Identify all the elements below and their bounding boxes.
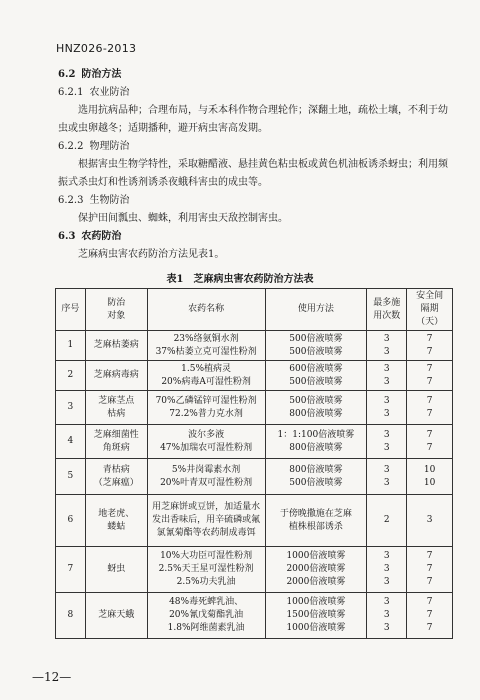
cell-method: 800倍液喷雾 500倍液喷雾: [265, 459, 367, 495]
section-heading: [58, 66, 453, 84]
section-number: 6.2: [58, 69, 76, 80]
cell-method: 于傍晚撒施在芝麻 植株根部诱杀: [265, 495, 367, 547]
cell-times: 3 3: [367, 331, 407, 361]
section-heading: [58, 192, 453, 210]
cell-times: 3 3 3: [367, 593, 407, 639]
cell-times: 3 3: [367, 361, 407, 391]
table-row: [56, 425, 453, 459]
cell-pesticide: 23%络氨铜水剂 37%枯萎立克可湿性粉剂: [147, 331, 265, 361]
header-method: 使用方法: [265, 289, 367, 331]
cell-interval: 7 7: [407, 425, 453, 459]
cell-pesticide: 10%大功臣可湿性粉剂 2.5%天王星可湿性粉剂 2.5%功夫乳油: [147, 547, 265, 593]
cell-method: 1：1:100倍液喷雾 800倍液喷雾: [265, 425, 367, 459]
header-times: 最多施 用次数: [367, 289, 407, 331]
section-paragraph: 根据害虫生物学特性，采取糖醋液、悬挂黄色粘虫板或黄色机油板诱杀蚜虫；利用频振式杀虫灯和性诱剂诱杀夜蛾科害虫的成虫等。: [58, 159, 448, 188]
section-number: 6.2.1: [58, 87, 84, 98]
cell-target: 青枯病 （芝麻瘟）: [85, 459, 147, 495]
header-pesticide: 农药名称: [147, 289, 265, 331]
page-number: —12—: [32, 670, 72, 684]
cell-pesticide: 5%井岗霉素水剂 20%叶青双可湿性粉剂: [147, 459, 265, 495]
cell-pesticide: 波尔多液 47%加瑞农可湿性粉剂: [147, 425, 265, 459]
cell-times: 3 3: [367, 425, 407, 459]
section-paragraph: 芝麻病虫害农药防治方法见表1。: [78, 249, 225, 260]
cell-pesticide: 70%乙磷锰锌可湿性粉剂 72.2%普力克水剂: [147, 391, 265, 425]
section-heading: [58, 84, 453, 102]
cell-method: 500倍液喷雾 500倍液喷雾: [265, 331, 367, 361]
section-number: 6.2.3: [58, 195, 84, 206]
cell-seq: 7: [56, 547, 86, 593]
section-number: 6.2.2: [58, 141, 84, 152]
cell-interval: 7 7: [407, 331, 453, 361]
table-row: [56, 361, 453, 391]
cell-target: 地老虎、 蝼蛄: [85, 495, 147, 547]
cell-method: 600倍液喷雾 500倍液喷雾: [265, 361, 367, 391]
cell-method: 1000倍液喷雾 1500倍液喷雾 1000倍液喷雾: [265, 593, 367, 639]
section-title: 物理防治: [89, 141, 130, 152]
cell-interval: 3: [407, 495, 453, 547]
cell-times: 2: [367, 495, 407, 547]
cell-interval: 7 7 7: [407, 593, 453, 639]
cell-times: 3 3: [367, 459, 407, 495]
table-row: [56, 459, 453, 495]
header-target: 防治 对象: [85, 289, 147, 331]
cell-pesticide: 48%毒死蜱乳油、 20%氰戊菊酯乳油 1.8%阿维菌素乳油: [147, 593, 265, 639]
cell-seq: 5: [56, 459, 86, 495]
cell-times: 3 3: [367, 391, 407, 425]
document-code: HNZ026-2013: [56, 42, 137, 55]
table-row: [56, 391, 453, 425]
cell-seq: 2: [56, 361, 86, 391]
table-row: [56, 547, 453, 593]
section-title: 防治方法: [81, 69, 122, 80]
cell-interval: 10 10: [407, 459, 453, 495]
cell-interval: 7 7: [407, 361, 453, 391]
cell-interval: 7 7: [407, 391, 453, 425]
table-header-row: [56, 289, 453, 331]
cell-seq: 1: [56, 331, 86, 361]
cell-times: 3 3 3: [367, 547, 407, 593]
cell-target: 芝麻茎点 枯病: [85, 391, 147, 425]
cell-seq: 3: [56, 391, 86, 425]
section-heading: [58, 138, 453, 156]
cell-pesticide: 用芝麻饼或豆饼，加适量水 发出香味后，用辛硫磷或氟 氯氰菊酯等农药制成毒饵: [147, 495, 265, 547]
table-row: [56, 331, 453, 361]
table-row: [56, 593, 453, 639]
pesticide-table: [55, 288, 453, 639]
table-row: [56, 495, 453, 547]
cell-method: 1000倍液喷雾 2000倍液喷雾 2000倍液喷雾: [265, 547, 367, 593]
cell-target: 芝麻枯萎病: [85, 331, 147, 361]
section-paragraph: 选用抗病品种；合理布局，与禾本科作物合理轮作；深翻土地，疏松土壤，不利于幼虫或虫卵越冬；适期播种，避开病虫害高发期。: [58, 105, 448, 134]
table-title: 表1 芝麻病虫害农药防治方法表: [166, 274, 314, 285]
cell-method: 500倍液喷雾 800倍液喷雾: [265, 391, 367, 425]
section-title: 农业防治: [89, 87, 130, 98]
cell-interval: 7 7 7: [407, 547, 453, 593]
header-interval: 安全间 隔期 （天）: [407, 289, 453, 331]
section-number: 6.3: [58, 231, 76, 242]
cell-pesticide: 1.5%植病灵 20%病毒A可湿性粉剂: [147, 361, 265, 391]
cell-seq: 6: [56, 495, 86, 547]
header-seq: 序号: [56, 289, 86, 331]
section-heading: [58, 228, 453, 246]
cell-seq: 8: [56, 593, 86, 639]
cell-target: 芝麻病毒病: [85, 361, 147, 391]
cell-target: 蚜虫: [85, 547, 147, 593]
cell-target: 芝麻天蛾: [85, 593, 147, 639]
cell-seq: 4: [56, 425, 86, 459]
section-title: 生物防治: [89, 195, 130, 206]
section-paragraph: 保护田间瓢虫、蜘蛛，利用害虫天敌控制害虫。: [78, 213, 288, 224]
section-title: 农药防治: [81, 231, 122, 242]
cell-target: 芝麻细菌性 角斑病: [85, 425, 147, 459]
section-body: [58, 66, 453, 264]
